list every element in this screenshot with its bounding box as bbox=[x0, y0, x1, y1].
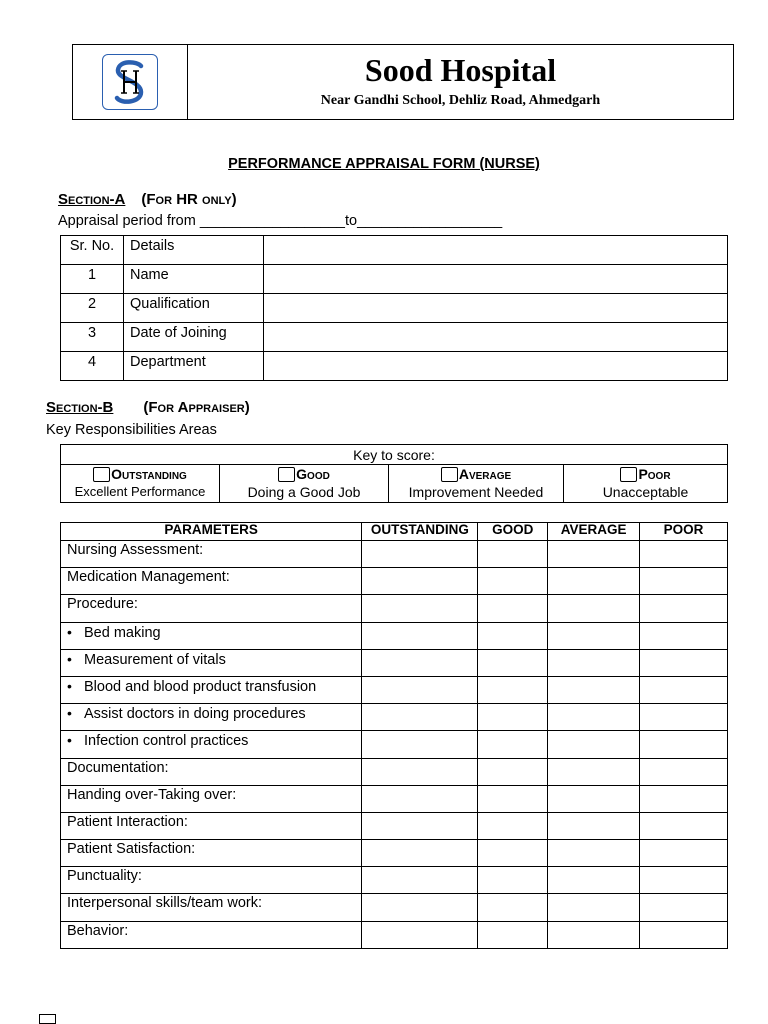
table-row bbox=[61, 352, 728, 381]
sr-no: 1 bbox=[61, 265, 124, 294]
score-cell-outstanding[interactable] bbox=[362, 649, 478, 676]
col-outstanding: OUTSTANDING bbox=[362, 523, 478, 541]
parameter-text: Interpersonal skills/team work: bbox=[67, 895, 263, 912]
score-cell-outstanding[interactable] bbox=[362, 595, 478, 622]
parameter-label bbox=[61, 812, 362, 839]
parameter-text: Procedure: bbox=[67, 596, 138, 613]
table-row bbox=[61, 758, 728, 785]
table-row bbox=[61, 812, 728, 839]
parameter-label bbox=[61, 731, 362, 758]
parameter-label bbox=[61, 649, 362, 676]
parameter-text: • Bed making bbox=[67, 625, 161, 641]
sr-no: 3 bbox=[61, 323, 124, 352]
score-cell-average[interactable] bbox=[548, 840, 640, 867]
score-cell-good[interactable] bbox=[478, 758, 548, 785]
detail-label: Date of Joining bbox=[124, 323, 264, 352]
key-average bbox=[389, 465, 564, 503]
parameters-header-row bbox=[61, 523, 728, 541]
score-cell-outstanding[interactable] bbox=[362, 541, 478, 568]
parameters-table bbox=[60, 522, 728, 949]
score-cell-good[interactable] bbox=[478, 812, 548, 839]
parameter-text: Punctuality: bbox=[67, 868, 142, 885]
section-a-heading bbox=[58, 191, 237, 208]
hospital-address: Near Gandhi School, Dehliz Road, Ahmedgarh bbox=[320, 93, 601, 108]
appraisal-period-line: Appraisal period from __________________to__________________ bbox=[58, 213, 503, 229]
hospital-header bbox=[72, 44, 734, 120]
score-cell-poor[interactable] bbox=[640, 704, 728, 731]
parameter-label bbox=[61, 840, 362, 867]
parameter-text: Behavior: bbox=[67, 922, 129, 939]
score-cell-average[interactable] bbox=[548, 921, 640, 948]
score-cell-poor[interactable] bbox=[640, 758, 728, 785]
table-row bbox=[61, 840, 728, 867]
score-cell-good[interactable] bbox=[478, 840, 548, 867]
section-a-sublabel: (For HR only) bbox=[141, 191, 237, 208]
score-cell-average[interactable] bbox=[548, 812, 640, 839]
score-cell-outstanding[interactable] bbox=[362, 785, 478, 812]
col-poor: POOR bbox=[640, 523, 728, 541]
key-description: Unacceptable bbox=[602, 484, 689, 500]
parameter-text: Handing over-Taking over: bbox=[67, 786, 237, 803]
score-cell-outstanding[interactable] bbox=[362, 622, 478, 649]
parameter-label bbox=[61, 568, 362, 595]
sr-no: 4 bbox=[61, 352, 124, 381]
score-cell-good[interactable] bbox=[478, 731, 548, 758]
parameter-label bbox=[61, 758, 362, 785]
score-cell-average[interactable] bbox=[548, 867, 640, 894]
score-cell-poor[interactable] bbox=[640, 785, 728, 812]
score-cell-good[interactable] bbox=[478, 894, 548, 921]
table-row bbox=[61, 323, 728, 352]
hospital-info bbox=[188, 45, 733, 119]
score-cell-outstanding[interactable] bbox=[362, 867, 478, 894]
parameter-label bbox=[61, 541, 362, 568]
parameter-text: Patient Satisfaction: bbox=[67, 841, 196, 858]
score-cell-outstanding[interactable] bbox=[362, 676, 478, 703]
parameter-label bbox=[61, 894, 362, 921]
parameter-text: Patient Interaction: bbox=[67, 813, 188, 830]
score-cell-average[interactable] bbox=[548, 676, 640, 703]
sr-no-header: Sr. No. bbox=[61, 236, 124, 265]
section-b-sublabel: (For Appraiser) bbox=[143, 399, 250, 416]
table-row bbox=[61, 568, 728, 595]
parameter-label bbox=[61, 921, 362, 948]
key-name: Outstanding bbox=[111, 466, 187, 482]
parameter-label bbox=[61, 704, 362, 731]
parameter-text: • Infection control practices bbox=[67, 733, 248, 749]
score-cell-average[interactable] bbox=[548, 758, 640, 785]
col-average: AVERAGE bbox=[548, 523, 640, 541]
score-cell-poor[interactable] bbox=[640, 568, 728, 595]
parameter-text: Medication Management: bbox=[67, 569, 230, 586]
table-row bbox=[61, 704, 728, 731]
score-cell-good[interactable] bbox=[478, 568, 548, 595]
parameters-body bbox=[61, 541, 728, 949]
score-cell-poor[interactable] bbox=[640, 731, 728, 758]
parameter-text: • Measurement of vitals bbox=[67, 652, 226, 668]
score-cell-average[interactable] bbox=[548, 541, 640, 568]
score-cell-good[interactable] bbox=[478, 785, 548, 812]
score-cell-poor[interactable] bbox=[640, 921, 728, 948]
score-cell-outstanding[interactable] bbox=[362, 840, 478, 867]
score-cell-outstanding[interactable] bbox=[362, 921, 478, 948]
good-checkbox[interactable] bbox=[278, 467, 295, 482]
key-outstanding bbox=[61, 465, 220, 503]
table-row bbox=[61, 622, 728, 649]
score-cell-good[interactable] bbox=[478, 622, 548, 649]
section-b-heading bbox=[46, 399, 250, 416]
table-row bbox=[61, 867, 728, 894]
table-row bbox=[61, 921, 728, 948]
score-cell-average[interactable] bbox=[548, 649, 640, 676]
score-cell-good[interactable] bbox=[478, 867, 548, 894]
parameter-text: Nursing Assessment: bbox=[67, 542, 204, 558]
detail-label: Department bbox=[124, 352, 264, 381]
col-parameters: PARAMETERS bbox=[61, 523, 362, 541]
score-cell-good[interactable] bbox=[478, 921, 548, 948]
score-cell-average[interactable] bbox=[548, 785, 640, 812]
table-row bbox=[61, 541, 728, 568]
key-good bbox=[220, 465, 389, 503]
department-field[interactable] bbox=[264, 352, 728, 381]
score-cell-average[interactable] bbox=[548, 622, 640, 649]
name-field[interactable] bbox=[264, 265, 728, 294]
score-cell-outstanding[interactable] bbox=[362, 758, 478, 785]
date-of-joining-field[interactable] bbox=[264, 323, 728, 352]
score-cell-poor[interactable] bbox=[640, 867, 728, 894]
score-cell-outstanding[interactable] bbox=[362, 704, 478, 731]
table-row bbox=[61, 894, 728, 921]
score-cell-outstanding[interactable] bbox=[362, 812, 478, 839]
key-name: Average bbox=[458, 466, 512, 482]
score-cell-poor[interactable] bbox=[640, 812, 728, 839]
parameter-label bbox=[61, 867, 362, 894]
key-poor bbox=[564, 465, 728, 503]
score-cell-average[interactable] bbox=[548, 894, 640, 921]
score-cell-outstanding[interactable] bbox=[362, 731, 478, 758]
score-cell-outstanding[interactable] bbox=[362, 568, 478, 595]
table-row bbox=[61, 649, 728, 676]
logo-cell bbox=[73, 45, 188, 119]
score-cell-poor[interactable] bbox=[640, 649, 728, 676]
value-header bbox=[264, 236, 728, 265]
table-row bbox=[61, 595, 728, 622]
qualification-field[interactable] bbox=[264, 294, 728, 323]
hospital-logo bbox=[102, 54, 158, 110]
key-name: Poor bbox=[638, 466, 671, 482]
section-b-label: Section-B bbox=[46, 399, 114, 416]
employee-details-table bbox=[60, 235, 728, 381]
section-a-label: Section-A bbox=[58, 191, 126, 208]
table-row bbox=[61, 265, 728, 294]
score-cell-average[interactable] bbox=[548, 704, 640, 731]
key-description: Excellent Performance bbox=[74, 484, 206, 499]
key-responsibilities-label: Key Responsibilities Areas bbox=[46, 422, 217, 438]
parameter-text: • Assist doctors in doing procedures bbox=[67, 706, 306, 722]
score-cell-poor[interactable] bbox=[640, 595, 728, 622]
average-checkbox[interactable] bbox=[441, 467, 458, 482]
score-cell-average[interactable] bbox=[548, 595, 640, 622]
parameter-label bbox=[61, 622, 362, 649]
parameter-label bbox=[61, 785, 362, 812]
score-cell-average[interactable] bbox=[548, 568, 640, 595]
score-cell-poor[interactable] bbox=[640, 840, 728, 867]
footer-checkbox[interactable] bbox=[39, 1014, 56, 1024]
score-cell-good[interactable] bbox=[478, 541, 548, 568]
parameter-text: Documentation: bbox=[67, 759, 169, 776]
detail-label: Name bbox=[124, 265, 264, 294]
score-cell-good[interactable] bbox=[478, 704, 548, 731]
key-description: Doing a Good Job bbox=[247, 484, 361, 500]
score-cell-outstanding[interactable] bbox=[362, 894, 478, 921]
score-cell-good[interactable] bbox=[478, 595, 548, 622]
score-cell-good[interactable] bbox=[478, 676, 548, 703]
key-description: Improvement Needed bbox=[408, 484, 544, 500]
parameter-text: • Blood and blood product transfusion bbox=[67, 679, 316, 695]
hospital-name: Sood Hospital bbox=[364, 52, 557, 88]
score-key-table bbox=[60, 444, 728, 503]
details-header: Details bbox=[124, 236, 264, 265]
table-row bbox=[61, 731, 728, 758]
poor-checkbox[interactable] bbox=[620, 467, 637, 482]
table-row bbox=[61, 676, 728, 703]
key-name: Good bbox=[296, 466, 330, 482]
form-title: PERFORMANCE APPRAISAL FORM (NURSE) bbox=[228, 156, 540, 172]
sh-monogram-icon bbox=[107, 57, 153, 107]
detail-label: Qualification bbox=[124, 294, 264, 323]
parameter-label bbox=[61, 595, 362, 622]
table-header-row bbox=[61, 236, 728, 265]
score-cell-poor[interactable] bbox=[640, 894, 728, 921]
outstanding-checkbox[interactable] bbox=[93, 467, 110, 482]
col-good: GOOD bbox=[478, 523, 548, 541]
parameter-label bbox=[61, 676, 362, 703]
score-cell-poor[interactable] bbox=[640, 676, 728, 703]
score-cell-average[interactable] bbox=[548, 731, 640, 758]
table-row bbox=[61, 294, 728, 323]
score-cell-poor[interactable] bbox=[640, 622, 728, 649]
score-cell-poor[interactable] bbox=[640, 541, 728, 568]
score-cell-good[interactable] bbox=[478, 649, 548, 676]
table-row bbox=[61, 785, 728, 812]
sr-no: 2 bbox=[61, 294, 124, 323]
key-title: Key to score: bbox=[61, 445, 728, 465]
